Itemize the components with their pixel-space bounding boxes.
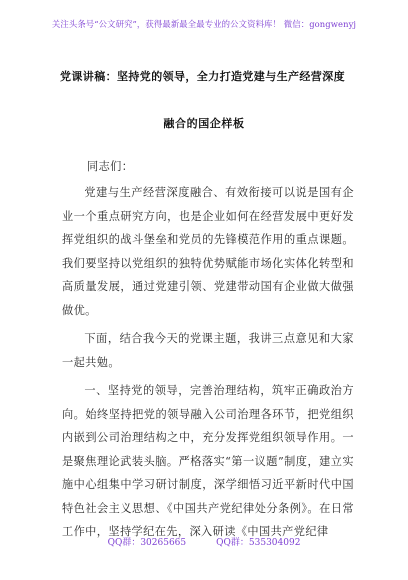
page-footer (0, 535, 408, 548)
document-title-line-1: 党课讲稿：坚持党的领导，全力打造党建与生产经营深度 (60, 70, 345, 83)
greeting: 同志们： (87, 160, 134, 173)
paragraph-2: 下面，结合我今天的党课主题，我讲三点意见和大家一起共勉。 (62, 332, 354, 369)
document-title-line-2: 融合的国企样板 (163, 117, 245, 130)
footer-qq-group-2: QQ群：535304092 (216, 538, 301, 548)
paragraph-1: 党建与生产经营深度融合、有效衔接可以说是国有企业一个重点研究方向，也是企业如何在经营发展中更好发挥党组织的战斗堡垒和党员的先锋模范作用的重点课题。我们要坚持以党组织的独特优势赋能市场化实体化转型和高质量发展，通过党建引领、党建带动国有企业做大做强做优。 (62, 186, 354, 317)
footer-qq-group-1: QQ群：30265665 (107, 538, 187, 548)
page-header-banner: 关注头条号“公文研究”，获得最新最全最专业的公文资料库！ 微信：gongwenyj (51, 19, 357, 29)
paragraph-3: 一、坚持党的领导，完善治理结构，筑牢正确政治方向。始终坚持把党的领导融入公司治理各环节，把党组织内嵌到公司治理结构之中，充分发挥党组织领导作用。一是聚焦理论武装头脑。严格落实“第一议题”制度，建立实施中心组集中学习研讨制度，深学细悟习近平新时代中国特色社会主义思想、《中国共产党纪律处分条例》。在日常工作中，坚持学纪在先，深入研读《中国共产党纪律 (62, 384, 354, 538)
document-body (62, 181, 354, 544)
